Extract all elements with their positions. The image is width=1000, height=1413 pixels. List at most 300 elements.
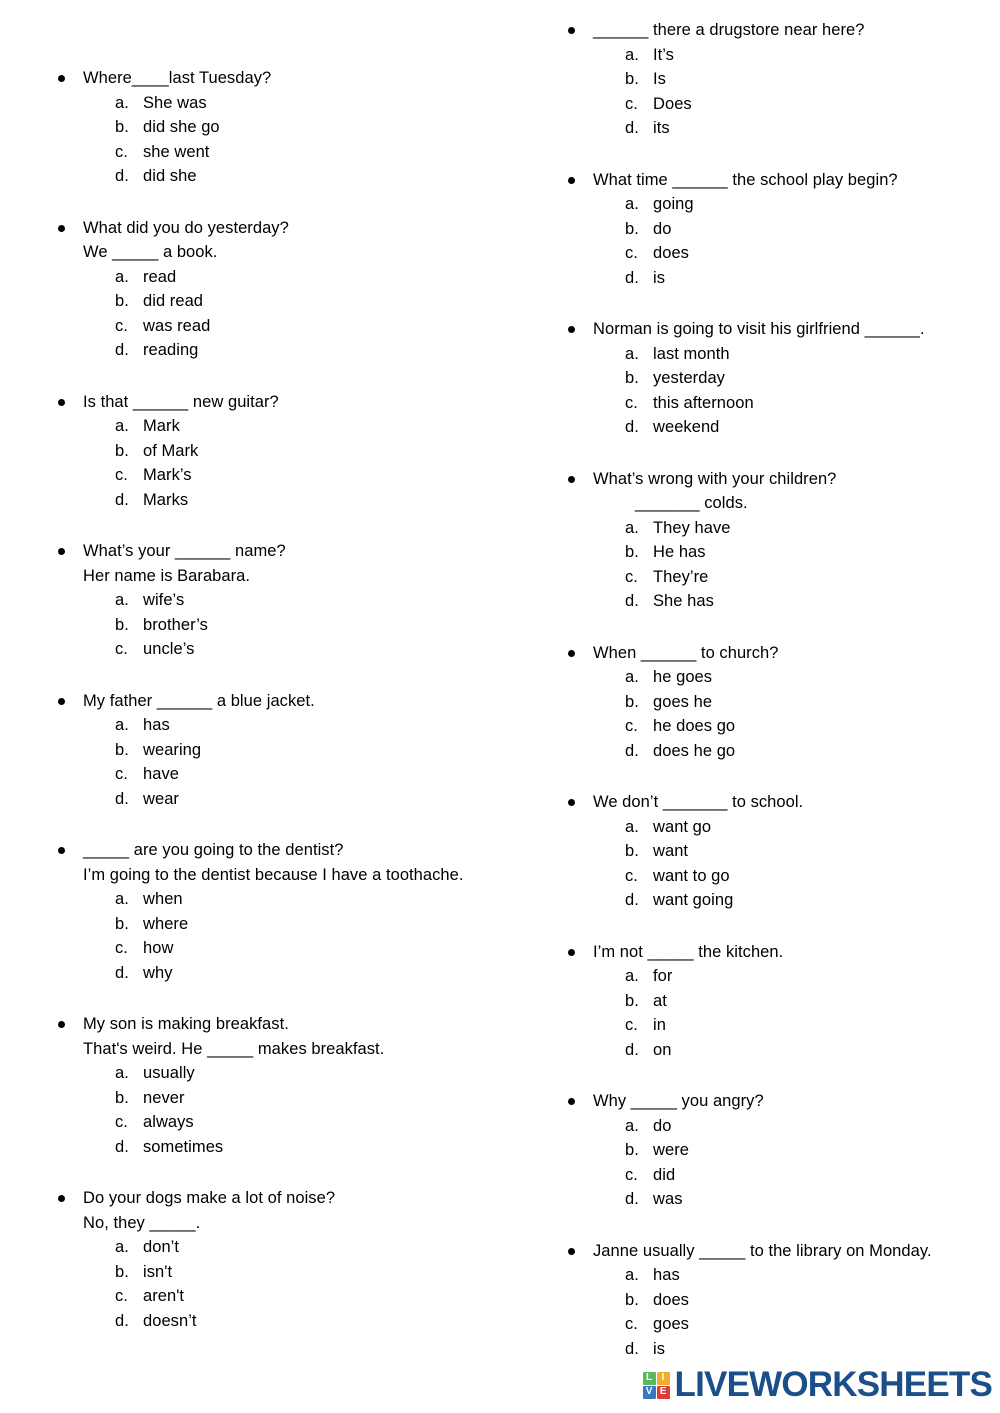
answer-option-list bbox=[568, 342, 1000, 440]
question-item bbox=[568, 317, 1000, 440]
option-letter: c. bbox=[625, 567, 638, 586]
answer-option[interactable] bbox=[115, 314, 505, 339]
question-column-right bbox=[505, 0, 1000, 1361]
answer-option[interactable] bbox=[625, 192, 1000, 217]
option-text: sometimes bbox=[143, 1137, 224, 1156]
option-letter: c. bbox=[115, 142, 128, 161]
option-text: Mark’s bbox=[143, 466, 192, 484]
option-text: doesn’t bbox=[143, 1311, 197, 1330]
answer-option[interactable] bbox=[115, 265, 505, 290]
option-text: did she go bbox=[143, 118, 220, 136]
option-letter: d. bbox=[625, 741, 639, 760]
answer-option[interactable] bbox=[625, 516, 1000, 541]
option-letter: b. bbox=[115, 740, 129, 759]
answer-option-list bbox=[58, 414, 505, 512]
option-letter: c. bbox=[625, 1315, 638, 1333]
answer-option[interactable] bbox=[625, 1288, 1000, 1313]
option-letter: b. bbox=[625, 369, 639, 387]
question-text bbox=[568, 317, 1000, 342]
option-letter: c. bbox=[115, 1113, 128, 1131]
logo-tile-l-icon: L bbox=[643, 1372, 656, 1385]
answer-option-list bbox=[568, 815, 1000, 913]
answer-option[interactable] bbox=[115, 738, 505, 763]
question-line: Janne usually _____ to the library on Monday. bbox=[593, 1241, 932, 1260]
option-text: does he go bbox=[653, 741, 736, 760]
logo-wordmark: LIVEWORKSHEETS bbox=[674, 1365, 992, 1404]
option-letter: c. bbox=[625, 94, 638, 113]
option-letter: b. bbox=[625, 543, 639, 561]
option-text: usually bbox=[143, 1064, 195, 1082]
question-line: No, they _____. bbox=[83, 1213, 201, 1232]
option-text: of Mark bbox=[143, 441, 199, 460]
option-letter: d. bbox=[625, 891, 639, 909]
question-item bbox=[568, 1089, 1000, 1212]
option-text: when bbox=[143, 890, 183, 908]
option-text: has bbox=[143, 716, 170, 734]
option-text: has bbox=[653, 1266, 680, 1284]
option-letter: b. bbox=[115, 292, 129, 310]
answer-option[interactable] bbox=[625, 116, 1000, 141]
question-item bbox=[58, 390, 505, 513]
bullet-icon bbox=[568, 799, 575, 806]
answer-option-list bbox=[568, 665, 1000, 763]
option-text: want bbox=[653, 842, 689, 860]
answer-option-list bbox=[568, 964, 1000, 1062]
option-text: does bbox=[653, 244, 689, 262]
option-text: goes bbox=[653, 1315, 689, 1333]
answer-option[interactable] bbox=[115, 91, 505, 116]
option-letter: d. bbox=[115, 341, 129, 359]
question-line-indented: _______ colds. bbox=[635, 494, 748, 512]
question-item bbox=[568, 18, 1000, 141]
option-letter: d. bbox=[625, 1040, 639, 1059]
option-text: don’t bbox=[143, 1238, 180, 1256]
option-text: how bbox=[143, 939, 174, 957]
option-letter: c. bbox=[115, 466, 128, 484]
option-letter: a. bbox=[115, 1064, 129, 1082]
question-line: We don’t _______ to school. bbox=[593, 793, 804, 811]
bullet-icon bbox=[568, 27, 575, 34]
option-text: she went bbox=[143, 142, 210, 161]
bullet-icon bbox=[568, 476, 575, 483]
answer-option[interactable] bbox=[625, 43, 1000, 68]
option-text: he does go bbox=[653, 717, 736, 735]
answer-option[interactable] bbox=[115, 762, 505, 787]
option-text: aren't bbox=[143, 1287, 185, 1305]
question-line: That's weird. He _____ makes breakfast. bbox=[83, 1039, 385, 1058]
question-text bbox=[58, 1012, 505, 1061]
question-item bbox=[58, 1012, 505, 1159]
option-letter: d. bbox=[625, 268, 639, 287]
answer-option[interactable] bbox=[115, 439, 505, 464]
option-letter: b. bbox=[625, 842, 639, 860]
answer-option[interactable] bbox=[625, 665, 1000, 690]
question-text bbox=[58, 390, 505, 415]
option-text: want go bbox=[653, 817, 712, 836]
question-item bbox=[568, 940, 1000, 1063]
option-letter: c. bbox=[625, 244, 638, 262]
question-text bbox=[568, 641, 1000, 666]
bullet-icon bbox=[58, 399, 65, 406]
question-text bbox=[58, 838, 505, 887]
option-text: Mark bbox=[143, 417, 180, 435]
option-text: never bbox=[143, 1088, 185, 1107]
option-letter: a. bbox=[625, 195, 639, 213]
answer-option[interactable] bbox=[625, 342, 1000, 367]
option-text: he goes bbox=[653, 668, 713, 686]
answer-option[interactable] bbox=[625, 241, 1000, 266]
question-item bbox=[568, 790, 1000, 913]
option-letter: d. bbox=[625, 1339, 639, 1358]
answer-option[interactable] bbox=[625, 815, 1000, 840]
option-text: where bbox=[143, 914, 189, 933]
answer-option-list bbox=[568, 516, 1000, 614]
bullet-icon bbox=[58, 548, 65, 555]
option-text: last month bbox=[653, 344, 730, 363]
question-line: Do your dogs make a lot of noise? bbox=[83, 1189, 336, 1207]
answer-option-list bbox=[568, 1114, 1000, 1212]
option-letter: a. bbox=[625, 967, 639, 985]
option-text: always bbox=[143, 1113, 194, 1131]
logo-tile-grid bbox=[643, 1372, 670, 1399]
option-text: reading bbox=[143, 341, 199, 359]
question-text bbox=[568, 790, 1000, 815]
answer-option[interactable] bbox=[625, 839, 1000, 864]
option-text: want to go bbox=[653, 866, 730, 885]
option-text: wearing bbox=[143, 740, 202, 759]
option-text: She has bbox=[653, 592, 714, 610]
question-text bbox=[568, 940, 1000, 965]
question-item bbox=[58, 1186, 505, 1333]
answer-option[interactable] bbox=[115, 588, 505, 613]
option-letter: a. bbox=[625, 817, 639, 836]
answer-option[interactable] bbox=[115, 787, 505, 812]
option-letter: d. bbox=[625, 418, 639, 436]
bullet-icon bbox=[58, 75, 65, 82]
question-text bbox=[58, 539, 505, 588]
option-text: Is bbox=[653, 70, 666, 88]
option-letter: c. bbox=[115, 640, 128, 658]
answer-option[interactable] bbox=[115, 115, 505, 140]
option-letter: c. bbox=[115, 316, 128, 335]
answer-option[interactable] bbox=[625, 1163, 1000, 1188]
answer-option-list bbox=[58, 265, 505, 363]
question-text bbox=[58, 1186, 505, 1235]
answer-option[interactable] bbox=[625, 415, 1000, 440]
question-text bbox=[58, 216, 505, 265]
answer-option[interactable] bbox=[625, 540, 1000, 565]
answer-option[interactable] bbox=[625, 739, 1000, 764]
question-line: What did you do yesterday? bbox=[83, 218, 289, 237]
option-letter: b. bbox=[625, 991, 639, 1010]
logo-tile-i-icon: I bbox=[657, 1372, 670, 1385]
answer-option-list bbox=[58, 588, 505, 662]
question-line: My son is making breakfast. bbox=[83, 1015, 289, 1033]
option-letter: d. bbox=[115, 490, 129, 509]
option-letter: d. bbox=[115, 167, 129, 185]
answer-option[interactable] bbox=[115, 1086, 505, 1111]
question-line: My father ______ a blue jacket. bbox=[83, 691, 315, 710]
option-text: brother’s bbox=[143, 615, 208, 634]
answer-option[interactable] bbox=[115, 414, 505, 439]
option-text: have bbox=[143, 765, 179, 783]
option-text: weekend bbox=[653, 418, 720, 436]
answer-option[interactable] bbox=[115, 1110, 505, 1135]
option-letter: a. bbox=[625, 344, 639, 363]
question-text bbox=[568, 1239, 1000, 1264]
option-letter: b. bbox=[625, 1141, 639, 1159]
answer-option[interactable] bbox=[625, 1114, 1000, 1139]
option-letter: c. bbox=[115, 939, 128, 957]
answer-option[interactable] bbox=[115, 887, 505, 912]
answer-option[interactable] bbox=[625, 1312, 1000, 1337]
option-letter: b. bbox=[625, 1290, 639, 1309]
bullet-icon bbox=[58, 698, 65, 705]
answer-option[interactable] bbox=[625, 888, 1000, 913]
answer-option[interactable] bbox=[625, 714, 1000, 739]
option-text: going bbox=[653, 195, 694, 213]
option-letter: b. bbox=[115, 1088, 129, 1107]
bullet-icon bbox=[568, 1248, 575, 1255]
question-item bbox=[58, 66, 505, 189]
option-letter: b. bbox=[625, 219, 639, 238]
answer-option-list bbox=[58, 91, 505, 189]
option-letter: a. bbox=[115, 417, 129, 435]
option-text: why bbox=[143, 963, 173, 982]
option-text: read bbox=[143, 267, 177, 286]
option-letter: a. bbox=[625, 1266, 639, 1284]
question-text bbox=[58, 66, 505, 91]
option-text: goes he bbox=[653, 692, 713, 711]
option-letter: b. bbox=[115, 615, 129, 634]
bullet-icon bbox=[568, 650, 575, 657]
bullet-icon bbox=[58, 225, 65, 232]
bullet-icon bbox=[568, 949, 575, 956]
question-item bbox=[568, 641, 1000, 764]
question-item bbox=[568, 1239, 1000, 1362]
option-letter: c. bbox=[625, 1016, 638, 1034]
option-letter: c. bbox=[625, 393, 638, 412]
option-text: did bbox=[653, 1165, 676, 1184]
option-letter: d. bbox=[115, 963, 129, 982]
option-text: did she bbox=[143, 167, 197, 185]
option-text: is bbox=[653, 1339, 666, 1358]
question-line: Her name is Barabara. bbox=[83, 566, 251, 585]
question-line: _____ are you going to the dentist? bbox=[83, 841, 344, 859]
question-text bbox=[568, 168, 1000, 193]
answer-option[interactable] bbox=[115, 613, 505, 638]
answer-option[interactable] bbox=[115, 637, 505, 662]
answer-option-list bbox=[568, 43, 1000, 141]
bullet-icon bbox=[58, 1195, 65, 1202]
option-text: was bbox=[653, 1190, 683, 1208]
option-letter: c. bbox=[625, 866, 638, 885]
option-text: on bbox=[653, 1040, 672, 1059]
question-item bbox=[568, 467, 1000, 614]
answer-option[interactable] bbox=[115, 1260, 505, 1285]
option-text: They have bbox=[653, 518, 731, 537]
answer-option[interactable] bbox=[115, 338, 505, 363]
bullet-icon bbox=[568, 1098, 575, 1105]
question-item bbox=[58, 689, 505, 812]
answer-option[interactable] bbox=[115, 1235, 505, 1260]
option-letter: a. bbox=[625, 518, 639, 537]
option-letter: d. bbox=[625, 1190, 639, 1208]
question-line: When ______ to church? bbox=[593, 643, 779, 662]
answer-option[interactable] bbox=[625, 690, 1000, 715]
option-text: wife’s bbox=[143, 591, 185, 609]
answer-option[interactable] bbox=[625, 217, 1000, 242]
bullet-icon bbox=[568, 326, 575, 333]
answer-option[interactable] bbox=[115, 463, 505, 488]
option-text: is bbox=[653, 268, 666, 287]
answer-option[interactable] bbox=[115, 140, 505, 165]
option-letter: c. bbox=[625, 1165, 638, 1184]
answer-option[interactable] bbox=[115, 488, 505, 513]
liveworksheets-logo bbox=[643, 1365, 992, 1405]
question-line: Where____last Tuesday? bbox=[83, 69, 272, 87]
answer-option[interactable] bbox=[115, 1309, 505, 1334]
question-item bbox=[58, 539, 505, 662]
answer-option[interactable] bbox=[115, 1061, 505, 1086]
option-text: Does bbox=[653, 94, 692, 113]
answer-option[interactable] bbox=[625, 1138, 1000, 1163]
answer-option[interactable] bbox=[625, 391, 1000, 416]
option-text: They’re bbox=[653, 567, 709, 586]
option-text: in bbox=[653, 1016, 666, 1034]
question-line: ______ there a drugstore near here? bbox=[593, 21, 865, 39]
answer-option-list bbox=[58, 887, 505, 985]
answer-option[interactable] bbox=[625, 1013, 1000, 1038]
question-text bbox=[568, 18, 1000, 43]
answer-option[interactable] bbox=[625, 1187, 1000, 1212]
answer-option[interactable] bbox=[625, 1263, 1000, 1288]
option-letter: d. bbox=[115, 1311, 129, 1330]
option-text: were bbox=[653, 1141, 689, 1159]
option-letter: c. bbox=[115, 765, 128, 783]
question-text bbox=[568, 1089, 1000, 1114]
answer-option[interactable] bbox=[625, 565, 1000, 590]
question-line: I’m not _____ the kitchen. bbox=[593, 942, 784, 961]
question-line: Norman is going to visit his girlfriend ______. bbox=[593, 320, 925, 338]
answer-option[interactable] bbox=[115, 164, 505, 189]
question-column-left bbox=[0, 0, 505, 1333]
option-letter: a. bbox=[625, 1116, 639, 1135]
logo-tile-v-icon: V bbox=[643, 1386, 656, 1399]
option-text: does bbox=[653, 1290, 689, 1309]
option-letter: d. bbox=[625, 119, 639, 137]
answer-option[interactable] bbox=[625, 1038, 1000, 1063]
option-letter: b. bbox=[115, 441, 129, 460]
answer-option-list bbox=[58, 713, 505, 811]
option-text: He has bbox=[653, 543, 706, 561]
option-text: its bbox=[653, 119, 670, 137]
answer-option[interactable] bbox=[115, 961, 505, 986]
option-text: this afternoon bbox=[653, 393, 754, 412]
option-letter: d. bbox=[115, 1137, 129, 1156]
answer-option[interactable] bbox=[115, 1135, 505, 1160]
option-text: did read bbox=[143, 292, 204, 310]
question-item bbox=[58, 216, 505, 363]
option-text: It’s bbox=[653, 45, 674, 64]
question-line: What time ______ the school play begin? bbox=[593, 170, 898, 189]
option-letter: d. bbox=[625, 592, 639, 610]
answer-option-list bbox=[58, 1061, 505, 1159]
answer-option[interactable] bbox=[625, 989, 1000, 1014]
option-text: was read bbox=[143, 316, 211, 335]
answer-option[interactable] bbox=[625, 366, 1000, 391]
answer-option[interactable] bbox=[625, 67, 1000, 92]
option-letter: b. bbox=[625, 692, 639, 711]
option-text: at bbox=[653, 991, 667, 1010]
option-letter: c. bbox=[115, 1287, 128, 1305]
option-letter: a. bbox=[115, 1238, 129, 1256]
answer-option[interactable] bbox=[625, 964, 1000, 989]
option-text: yesterday bbox=[653, 369, 725, 387]
option-text: uncle’s bbox=[143, 640, 195, 658]
option-letter: a. bbox=[625, 45, 639, 64]
option-letter: a. bbox=[115, 267, 129, 286]
option-text: She was bbox=[143, 93, 207, 112]
answer-option[interactable] bbox=[115, 912, 505, 937]
option-text: do bbox=[653, 1116, 672, 1135]
bullet-icon bbox=[568, 177, 575, 184]
bullet-icon bbox=[58, 1021, 65, 1028]
answer-option-list bbox=[568, 1263, 1000, 1361]
bullet-icon bbox=[58, 847, 65, 854]
option-text: for bbox=[653, 967, 673, 985]
option-letter: a. bbox=[115, 716, 129, 734]
question-text bbox=[568, 467, 1000, 516]
option-letter: d. bbox=[115, 789, 129, 808]
answer-option[interactable] bbox=[625, 864, 1000, 889]
answer-option[interactable] bbox=[115, 936, 505, 961]
question-line: Why _____ you angry? bbox=[593, 1092, 764, 1110]
question-text bbox=[58, 689, 505, 714]
answer-option-list bbox=[568, 192, 1000, 290]
option-letter: b. bbox=[115, 1262, 129, 1281]
answer-option[interactable] bbox=[625, 589, 1000, 614]
option-text: Marks bbox=[143, 490, 189, 509]
question-item bbox=[58, 838, 505, 985]
option-letter: a. bbox=[115, 591, 129, 609]
option-text: wear bbox=[143, 789, 179, 808]
answer-option[interactable] bbox=[625, 266, 1000, 291]
answer-option[interactable] bbox=[625, 1337, 1000, 1362]
option-letter: b. bbox=[115, 118, 129, 136]
answer-option[interactable] bbox=[625, 92, 1000, 117]
question-line: We _____ a book. bbox=[83, 243, 218, 261]
question-line: Is that ______ new guitar? bbox=[83, 392, 279, 411]
option-letter: a. bbox=[115, 93, 129, 112]
answer-option[interactable] bbox=[115, 713, 505, 738]
option-letter: a. bbox=[115, 890, 129, 908]
logo-tile-e-icon: E bbox=[657, 1386, 670, 1399]
option-text: want going bbox=[653, 891, 734, 909]
answer-option[interactable] bbox=[115, 1284, 505, 1309]
option-letter: c. bbox=[625, 717, 638, 735]
option-letter: b. bbox=[115, 914, 129, 933]
option-letter: b. bbox=[625, 70, 639, 88]
question-line: What’s your ______ name? bbox=[83, 542, 286, 560]
question-line: I’m going to the dentist because I have a toothache. bbox=[83, 865, 464, 884]
answer-option-list bbox=[58, 1235, 505, 1333]
option-text: do bbox=[653, 219, 672, 238]
question-item bbox=[568, 168, 1000, 291]
answer-option[interactable] bbox=[115, 289, 505, 314]
option-letter: a. bbox=[625, 668, 639, 686]
option-text: isn't bbox=[143, 1262, 173, 1281]
